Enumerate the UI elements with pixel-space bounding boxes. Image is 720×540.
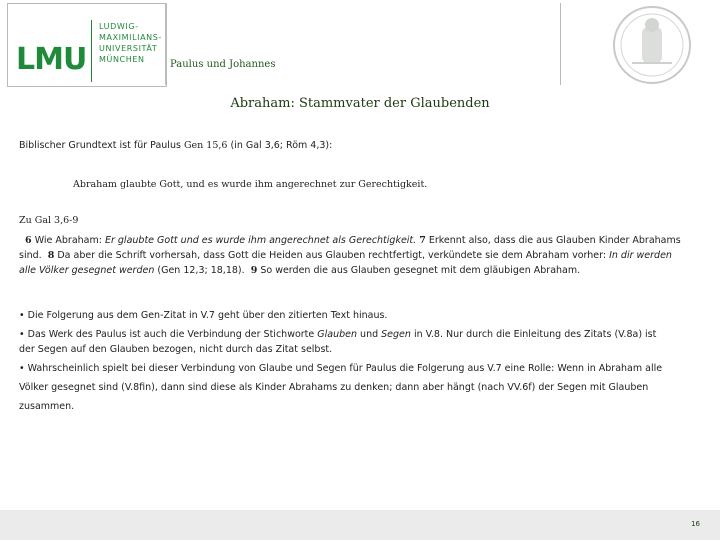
logo-line: UNIVERSITÄT	[99, 44, 158, 53]
bullet-text: • Das Werk des Paulus ist auch die Verbindung der Stichworte	[19, 329, 318, 340]
header-divider	[560, 3, 561, 85]
lmu-logo	[7, 3, 167, 87]
verse-quote: alle Völker gesegnet werden	[19, 265, 155, 276]
verse-text: Da aber die Schrift vorhersah, dass Gott die Heiden aus Glauben rechtfertigt, verkündete sie dem Abraham vorher:	[54, 250, 610, 261]
logo-divider	[91, 20, 92, 82]
verses-block	[19, 233, 699, 278]
page-number: 16	[691, 520, 700, 528]
verse-text: Wie Abraham:	[31, 235, 105, 246]
university-seal-icon	[604, 3, 700, 87]
verse-quote: Er glaubte Gott und es wurde ihm angerechnet als Gerechtigkeit.	[104, 235, 417, 246]
bullet-text: in V.8. Nur durch die Einleitung des Zitats (V.8a) ist	[410, 329, 657, 340]
intro-text: (in Gal 3,6; Röm 4,3):	[227, 140, 333, 151]
bullet-continuation: der Segen auf den Glauben bezogen, nicht durch das Zitat selbst.	[19, 344, 333, 355]
bullet-item: • Wahrscheinlich spielt bei dieser Verbindung von Glaube und Segen für Paulus die Folgerung aus V.7 eine Rolle: Wenn in Abraham alle	[19, 363, 663, 374]
course-title: Paulus und Johannes	[170, 59, 276, 70]
keyword: Glauben	[317, 329, 358, 340]
verse-quote: In dir werden	[609, 250, 672, 261]
section-heading: Zu Gal 3,6-9	[19, 215, 79, 226]
scripture-quote: Abraham glaubte Gott, und es wurde ihm angerechnet zur Gerechtigkeit.	[73, 179, 428, 190]
slide-footer	[0, 510, 720, 540]
header-divider	[165, 3, 166, 85]
verse-text: So werden die aus Glauben gesegnet mit dem gläubigen Abraham.	[257, 265, 581, 276]
logo-wordmark	[99, 21, 162, 65]
bullet-item: • Die Folgerung aus dem Gen-Zitat in V.7 geht über den zitierten Text hinaus.	[19, 310, 388, 321]
bullet-item	[19, 327, 699, 342]
keyword: Segen	[381, 329, 411, 340]
verse-number: 9	[250, 265, 258, 276]
bullet-text: und	[357, 329, 382, 340]
bullet-continuation: zusammen.	[19, 401, 75, 412]
verse-number: 6	[25, 235, 32, 246]
slide-header	[0, 0, 720, 94]
intro-text: Biblischer Grundtext ist für Paulus	[19, 140, 184, 151]
slide-title: Abraham: Stammvater der Glaubenden	[230, 96, 490, 111]
verse-number: 7	[419, 235, 426, 246]
verse-line	[19, 233, 699, 248]
verse-line	[19, 263, 699, 278]
verse-line	[19, 248, 699, 263]
verse-text: (Gen 12,3; 18,18).	[154, 265, 245, 276]
verse-number: 8	[47, 250, 55, 261]
logo-line: LUDWIG-	[99, 22, 139, 31]
bullet-continuation: Völker gesegnet sind (V.8fin), dann sind diese als Kinder Abrahams zu denken; dann aber hängt (nach VV.6f) der Segen mit Glauben	[19, 382, 649, 393]
logo-line: MÜNCHEN	[99, 55, 145, 64]
logo-mark: LMU	[16, 42, 87, 77]
verse-text: sind.	[19, 250, 42, 261]
intro-paragraph	[19, 138, 332, 153]
scripture-reference: Gen 15,6	[183, 140, 228, 151]
logo-line: MAXIMILIANS-	[99, 33, 162, 42]
verse-text: Erkennt also, dass die aus Glauben Kinder Abrahams	[425, 235, 681, 246]
bullet-list	[19, 308, 699, 414]
